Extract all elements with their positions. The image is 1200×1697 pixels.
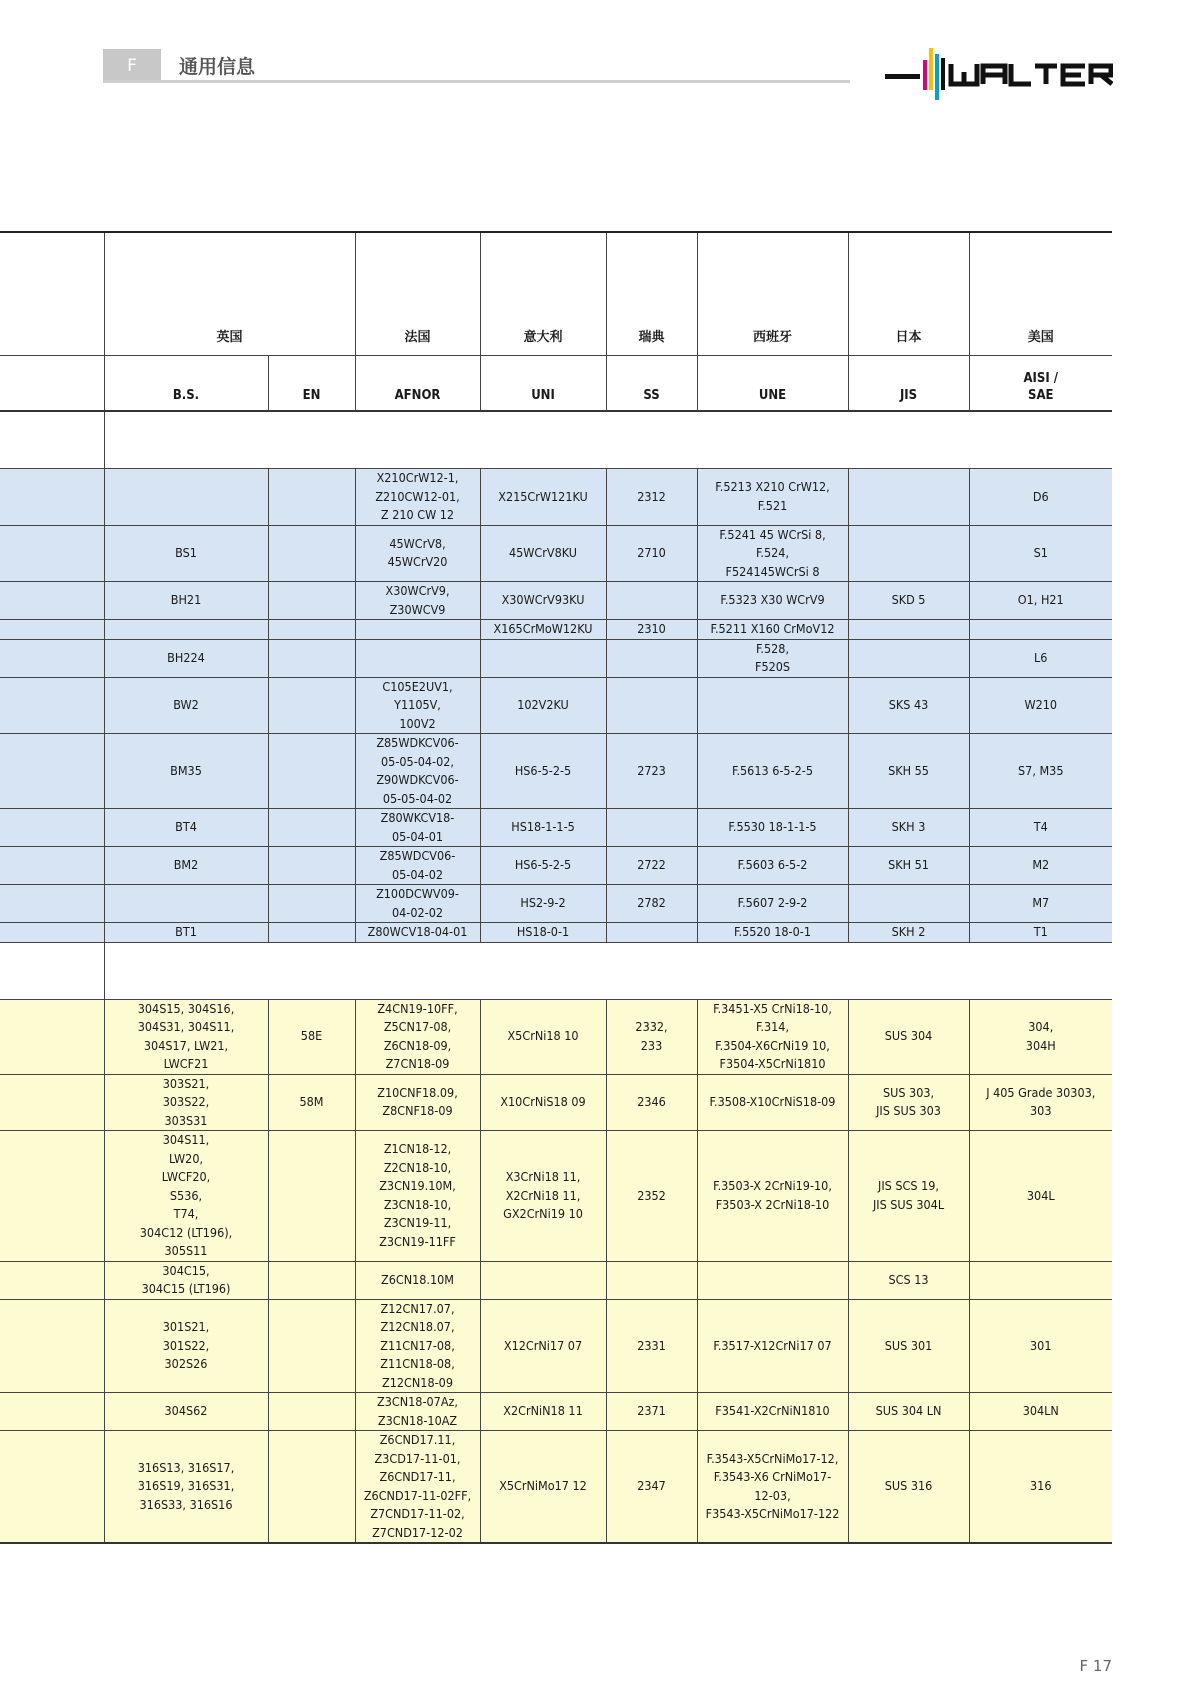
bs-cell: 301S21, 301S22, 302S26 <box>104 1299 268 1393</box>
section-tab: F <box>103 49 161 82</box>
une-cell: F.5613 6-5-2-5 <box>697 734 848 809</box>
row-label-cell <box>0 677 104 734</box>
row-label-cell <box>0 582 104 620</box>
afnor-cell: Z1CN18-12, Z2CN18-10, Z3CN19.10M, Z3CN18-10, Z3CN19-11, Z3CN19-11FF <box>355 1131 480 1262</box>
table-row <box>0 1299 1112 1393</box>
afnor-cell: Z3CN18-07Az, Z3CN18-10AZ <box>355 1393 480 1431</box>
en-cell <box>268 620 355 640</box>
row-label-cell <box>0 1299 104 1393</box>
jis-cell <box>848 885 969 923</box>
en-cell: 58M <box>268 1074 355 1131</box>
ss-cell <box>606 809 697 847</box>
bs-cell: 304S11, LW20, LWCF20, S536, T74, 304C12 (LT196), 305S11 <box>104 1131 268 1262</box>
blank-cell <box>104 942 1112 999</box>
ss-cell <box>606 923 697 943</box>
standard-header-bs: B.S. <box>104 356 268 412</box>
ss-cell: 2347 <box>606 1431 697 1544</box>
jis-cell: SUS 303, JIS SUS 303 <box>848 1074 969 1131</box>
bs-cell: BM2 <box>104 847 268 885</box>
uni-cell: HS2-9-2 <box>480 885 606 923</box>
ss-cell <box>606 1261 697 1299</box>
bs-cell: BT4 <box>104 809 268 847</box>
jis-cell <box>848 525 969 582</box>
ss-cell <box>606 639 697 677</box>
afnor-cell: Z85WDCV06- 05-04-02 <box>355 847 480 885</box>
row-label-cell <box>0 1393 104 1431</box>
en-cell <box>268 885 355 923</box>
en-cell <box>268 1393 355 1431</box>
table-row <box>0 639 1112 677</box>
afnor-cell: X210CrW12-1, Z210CW12-01, Z 210 CW 12 <box>355 469 480 526</box>
bs-cell <box>104 469 268 526</box>
une-cell <box>697 1261 848 1299</box>
country-header-usa: 美国 <box>969 232 1112 356</box>
ss-cell: 2331 <box>606 1299 697 1393</box>
en-cell <box>268 677 355 734</box>
bs-cell: BS1 <box>104 525 268 582</box>
ss-cell: 2371 <box>606 1393 697 1431</box>
table-row <box>0 1131 1112 1262</box>
section-title: 通用信息 <box>179 56 256 78</box>
aisi-sae-cell: S1 <box>969 525 1112 582</box>
blank-cell <box>0 942 104 999</box>
walter-logo <box>885 44 1113 104</box>
country-header-france: 法国 <box>355 232 480 356</box>
table-row <box>0 1074 1112 1131</box>
uni-cell: X30WCrV93KU <box>480 582 606 620</box>
uni-cell: X3CrNi18 11, X2CrNi18 11, GX2CrNi19 10 <box>480 1131 606 1262</box>
row-label-cell <box>0 620 104 640</box>
bs-cell: BT1 <box>104 923 268 943</box>
jis-cell <box>848 469 969 526</box>
afnor-cell: Z12CN17.07, Z12CN18.07, Z11CN17-08, Z11CN18-08, Z12CN18-09 <box>355 1299 480 1393</box>
jis-cell: SKD 5 <box>848 582 969 620</box>
table-row <box>0 525 1112 582</box>
uni-cell: HS18-1-1-5 <box>480 809 606 847</box>
jis-cell <box>848 620 969 640</box>
country-header-row <box>0 232 1112 356</box>
bs-cell: BW2 <box>104 677 268 734</box>
aisi-sae-cell: S7, M35 <box>969 734 1112 809</box>
row-label-cell <box>0 639 104 677</box>
blank-cell <box>0 356 104 412</box>
bs-cell: BH21 <box>104 582 268 620</box>
jis-cell: SKH 51 <box>848 847 969 885</box>
uni-cell <box>480 639 606 677</box>
bs-cell: 304S15, 304S16, 304S31, 304S11, 304S17, LW21, LWCF21 <box>104 999 268 1074</box>
aisi-sae-cell: M2 <box>969 847 1112 885</box>
row-label-cell <box>0 734 104 809</box>
en-cell <box>268 639 355 677</box>
aisi-sae-cell: O1, H21 <box>969 582 1112 620</box>
une-cell: F.5213 X210 CrW12, F.521 <box>697 469 848 526</box>
blank-cell <box>0 411 104 469</box>
en-cell <box>268 1299 355 1393</box>
afnor-cell: C105E2UV1, Y1105V, 100V2 <box>355 677 480 734</box>
header-rule <box>103 80 850 83</box>
aisi-sae-cell: 304L <box>969 1131 1112 1262</box>
standard-header-en: EN <box>268 356 355 412</box>
afnor-cell: 45WCrV8, 45WCrV20 <box>355 525 480 582</box>
en-cell <box>268 1261 355 1299</box>
table-row <box>0 469 1112 526</box>
standard-header-jis: JIS <box>848 356 969 412</box>
en-cell <box>268 734 355 809</box>
une-cell: F.3543-X5CrNiMo17-12, F.3543-X6 CrNiMo17- 12-03, F3543-X5CrNiMo17-122 <box>697 1431 848 1544</box>
jis-cell: SUS 301 <box>848 1299 969 1393</box>
jis-cell: JIS SCS 19, JIS SUS 304L <box>848 1131 969 1262</box>
tool-steel-group <box>0 411 1112 942</box>
group-spacer-row <box>0 942 1112 999</box>
une-cell: F.5241 45 WCrSi 8, F.524, F524145WCrSi 8 <box>697 525 848 582</box>
une-cell: F.5520 18-0-1 <box>697 923 848 943</box>
une-cell: F.5211 X160 CrMoV12 <box>697 620 848 640</box>
table-row <box>0 677 1112 734</box>
row-label-cell <box>0 1074 104 1131</box>
standard-header-uni: UNI <box>480 356 606 412</box>
standard-header-aisi-sae: AISI / SAE <box>969 356 1112 412</box>
bs-cell: BM35 <box>104 734 268 809</box>
country-header-japan: 日本 <box>848 232 969 356</box>
row-label-cell <box>0 469 104 526</box>
uni-cell: HS6-5-2-5 <box>480 847 606 885</box>
afnor-cell: X30WCrV9, Z30WCV9 <box>355 582 480 620</box>
aisi-sae-cell: T4 <box>969 809 1112 847</box>
en-cell <box>268 582 355 620</box>
ss-cell: 2722 <box>606 847 697 885</box>
uni-cell: X2CrNiN18 11 <box>480 1393 606 1431</box>
uni-cell: HS6-5-2-5 <box>480 734 606 809</box>
afnor-cell: Z6CN18.10M <box>355 1261 480 1299</box>
une-cell: F.3503-X 2CrNi19-10, F3503-X 2CrNi18-10 <box>697 1131 848 1262</box>
afnor-cell <box>355 639 480 677</box>
stainless-steel-group <box>0 942 1112 1543</box>
row-label-cell <box>0 999 104 1074</box>
uni-cell <box>480 1261 606 1299</box>
aisi-sae-cell: M7 <box>969 885 1112 923</box>
row-label-cell <box>0 885 104 923</box>
une-cell: F.3517-X12CrNi17 07 <box>697 1299 848 1393</box>
aisi-sae-cell: T1 <box>969 923 1112 943</box>
une-cell: F.5530 18-1-1-5 <box>697 809 848 847</box>
bs-cell <box>104 885 268 923</box>
jis-cell: SKH 2 <box>848 923 969 943</box>
table-row <box>0 582 1112 620</box>
uni-cell: 102V2KU <box>480 677 606 734</box>
afnor-cell: Z10CNF18.09, Z8CNF18-09 <box>355 1074 480 1131</box>
afnor-cell: Z80WKCV18- 05-04-01 <box>355 809 480 847</box>
ss-cell: 2332, 233 <box>606 999 697 1074</box>
bs-cell <box>104 620 268 640</box>
country-header-uk: 英国 <box>104 232 355 356</box>
uni-cell: HS18-0-1 <box>480 923 606 943</box>
uni-cell: X215CrW121KU <box>480 469 606 526</box>
row-label-cell <box>0 1431 104 1544</box>
row-label-cell <box>0 809 104 847</box>
en-cell <box>268 809 355 847</box>
afnor-cell: Z85WDKCV06- 05-05-04-02, Z90WDKCV06- 05-05-04-02 <box>355 734 480 809</box>
en-cell <box>268 1431 355 1544</box>
table-row <box>0 923 1112 943</box>
blank-cell <box>0 232 104 356</box>
table-row <box>0 809 1112 847</box>
ss-cell: 2710 <box>606 525 697 582</box>
ss-cell: 2723 <box>606 734 697 809</box>
en-cell <box>268 847 355 885</box>
afnor-cell: Z6CND17.11, Z3CD17-11-01, Z6CND17-11, Z6CND17-11-02FF, Z7CND17-11-02, Z7CND17-12-02 <box>355 1431 480 1544</box>
une-cell: F.3451-X5 CrNi18-10, F.314, F.3504-X6CrNi19 10, F3504-X5CrNi1810 <box>697 999 848 1074</box>
bs-cell: 304C15, 304C15 (LT196) <box>104 1261 268 1299</box>
table-row <box>0 999 1112 1074</box>
row-label-cell <box>0 525 104 582</box>
uni-cell: 45WCrV8KU <box>480 525 606 582</box>
row-label-cell <box>0 847 104 885</box>
jis-cell: SKH 55 <box>848 734 969 809</box>
aisi-sae-cell <box>969 620 1112 640</box>
table-row <box>0 620 1112 640</box>
standard-header-afnor: AFNOR <box>355 356 480 412</box>
afnor-cell: Z100DCWV09- 04-02-02 <box>355 885 480 923</box>
aisi-sae-cell: 304, 304H <box>969 999 1112 1074</box>
bs-cell: BH224 <box>104 639 268 677</box>
en-cell <box>268 469 355 526</box>
jis-cell: SUS 304 <box>848 999 969 1074</box>
uni-cell: X165CrMoW12KU <box>480 620 606 640</box>
une-cell: F.5607 2-9-2 <box>697 885 848 923</box>
afnor-cell: Z4CN19-10FF, Z5CN17-08, Z6CN18-09, Z7CN18-09 <box>355 999 480 1074</box>
ss-cell: 2310 <box>606 620 697 640</box>
uni-cell: X5CrNi18 10 <box>480 999 606 1074</box>
aisi-sae-cell: 316 <box>969 1431 1112 1544</box>
table-row <box>0 885 1112 923</box>
en-cell <box>268 1131 355 1262</box>
jis-cell: SKH 3 <box>848 809 969 847</box>
ss-cell: 2346 <box>606 1074 697 1131</box>
en-cell <box>268 923 355 943</box>
ss-cell <box>606 582 697 620</box>
table-row <box>0 1261 1112 1299</box>
ss-cell: 2352 <box>606 1131 697 1262</box>
table-row <box>0 734 1112 809</box>
standard-header-une: UNE <box>697 356 848 412</box>
row-label-cell <box>0 1131 104 1262</box>
aisi-sae-cell: 304LN <box>969 1393 1112 1431</box>
aisi-sae-cell: J 405 Grade 30303, 303 <box>969 1074 1112 1131</box>
uni-cell: X12CrNi17 07 <box>480 1299 606 1393</box>
afnor-cell <box>355 620 480 640</box>
une-cell: F3541-X2CrNiN1810 <box>697 1393 848 1431</box>
group-spacer-row <box>0 411 1112 469</box>
uni-cell: X5CrNiMo17 12 <box>480 1431 606 1544</box>
bs-cell: 316S13, 316S17, 316S19, 316S31, 316S33, 316S16 <box>104 1431 268 1544</box>
row-label-cell <box>0 923 104 943</box>
une-cell: F.528, F520S <box>697 639 848 677</box>
bs-cell: 304S62 <box>104 1393 268 1431</box>
standard-header-row <box>0 356 1112 412</box>
ss-cell: 2312 <box>606 469 697 526</box>
une-cell <box>697 677 848 734</box>
page-number: F 17 <box>1079 1657 1112 1675</box>
country-header-spain: 西班牙 <box>697 232 848 356</box>
table-row <box>0 847 1112 885</box>
table-row <box>0 1393 1112 1431</box>
aisi-sae-cell: D6 <box>969 469 1112 526</box>
une-cell: F.5603 6-5-2 <box>697 847 848 885</box>
ss-cell <box>606 677 697 734</box>
standard-header-ss: SS <box>606 356 697 412</box>
jis-cell <box>848 639 969 677</box>
aisi-sae-cell: W210 <box>969 677 1112 734</box>
table-row <box>0 1431 1112 1544</box>
uni-cell: X10CrNiS18 09 <box>480 1074 606 1131</box>
en-cell: 58E <box>268 999 355 1074</box>
country-header-sweden: 瑞典 <box>606 232 697 356</box>
jis-cell: SUS 304 LN <box>848 1393 969 1431</box>
afnor-cell: Z80WCV18-04-01 <box>355 923 480 943</box>
country-header-italy: 意大利 <box>480 232 606 356</box>
jis-cell: SUS 316 <box>848 1431 969 1544</box>
ss-cell: 2782 <box>606 885 697 923</box>
blank-cell <box>104 411 1112 469</box>
jis-cell: SCS 13 <box>848 1261 969 1299</box>
aisi-sae-cell <box>969 1261 1112 1299</box>
en-cell <box>268 525 355 582</box>
aisi-sae-cell: L6 <box>969 639 1112 677</box>
bs-cell: 303S21, 303S22, 303S31 <box>104 1074 268 1131</box>
une-cell: F.3508-X10CrNiS18-09 <box>697 1074 848 1131</box>
jis-cell: SKS 43 <box>848 677 969 734</box>
material-comparison-table <box>0 231 1112 1544</box>
aisi-sae-cell: 301 <box>969 1299 1112 1393</box>
row-label-cell <box>0 1261 104 1299</box>
une-cell: F.5323 X30 WCrV9 <box>697 582 848 620</box>
